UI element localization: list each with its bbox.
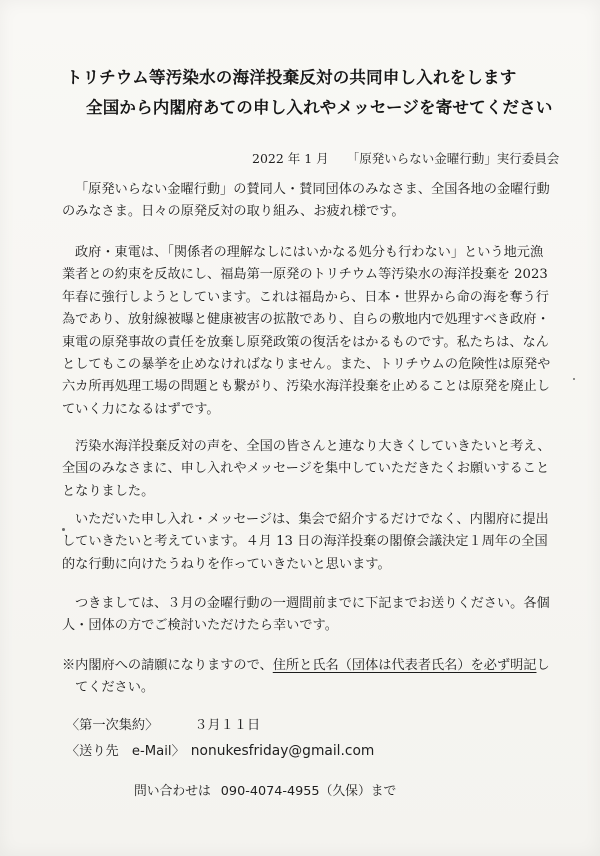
document-title-line2: 全国から内閣府あての申し入れやメッセージを寄せてください	[86, 98, 553, 117]
paragraph-line: いただいた申し入れ・メッセージは、集会で紹介するだけでなく、内閣府に提出	[75, 512, 549, 527]
paragraph-line: 六カ所再処理工場の問題とも繋がり、汚染水海洋投棄を止めることは原発を廃止し	[62, 379, 550, 395]
contact-label: 問い合わせは	[134, 784, 211, 799]
paragraph-line: 汚染水海洋投棄反対の声を、全国の皆さんと連なり大きくしていきたいと考え、	[75, 439, 551, 454]
paragraph-line: 東電の原発事故の責任を放棄し原発政策の復活をはかるものです。私たちは、なん	[62, 334, 549, 350]
email-address: nonukesfriday@gmail.com	[190, 743, 375, 759]
first-deadline-value: ３月１１日	[194, 718, 261, 733]
document-date: 2022 年 1 月	[252, 151, 329, 166]
note-line1	[62, 655, 550, 677]
paragraph-line: 年春に強行しようとしています。これは福島から、日本・世界から命の海を奪う行	[62, 289, 549, 305]
paragraph-line: ていく力になるはずです。	[62, 401, 220, 417]
paragraph-line: 政府・東電は、「関係者の理解なしにはいかなる処分も行わない」という地元漁	[75, 245, 544, 260]
first-deadline-label: 〈第一次集約〉	[66, 718, 159, 733]
send-to-label: 〈送り先 e-Mail〉	[66, 744, 185, 759]
note-underlined: 住所と氏名（団体は代表者氏名）を必ず明記	[272, 658, 537, 673]
paragraph-request	[62, 436, 551, 503]
note-suffix: し	[536, 658, 550, 673]
paragraph-greeting	[62, 179, 550, 224]
paragraph-deadline	[62, 593, 550, 638]
send-to-row	[66, 740, 374, 759]
scan-speck	[573, 378, 575, 380]
scan-speck	[62, 528, 65, 531]
paragraph-line: 業者との約束を反故にし、福島第一原発のトリチウム等汚染水の海洋投棄を 2023	[62, 267, 548, 283]
document-date-and-author	[252, 149, 559, 167]
note-paragraph	[62, 655, 550, 700]
contact-row	[134, 780, 396, 799]
paragraph-line: 「原発いらない金曜行動」の賛同人・賛同団体のみなさま、全国各地の金曜行動	[75, 182, 550, 197]
paragraph-line: していきたいと考えています。４月 13 日の海洋投棄の閣僚会議決定１周年の全国	[62, 534, 548, 550]
paragraph-line: となりました。	[62, 483, 155, 499]
paragraph-line: 的な行動に向けたうねりを作っていきたいと思います。	[62, 556, 391, 572]
paragraph-submission	[62, 509, 549, 576]
paragraph-line: としてもこの暴挙を止めなければなりません。また、トリチウムの危険性は原発や	[62, 356, 551, 372]
paragraph-line: 全国のみなさまに、申し入れやメッセージを集中していただきたくお願いすること	[62, 461, 550, 477]
first-deadline-row	[66, 714, 260, 733]
paragraph-line: つきましては、３月の金曜行動の一週間前までに下記までお送りください。各個	[75, 596, 550, 611]
paragraph-line: のみなさま。日々の原発反対の取り組み、お疲れ様です。	[62, 204, 405, 220]
paragraph-line: 人・団体の方でご検討いただけたら幸いです。	[62, 618, 338, 634]
paragraph-background	[62, 242, 550, 421]
contact-phone: 090-4074-4955（久保）まで	[220, 784, 397, 799]
note-line2: てください。	[75, 680, 155, 696]
note-prefix: ※内閣府への請願になりますので、	[62, 658, 273, 673]
paragraph-line: 為であり、放射線被曝と健康被害の拡散であり、自らの敷地内で処理すべき政府・	[62, 312, 550, 328]
document-organization: 「原発いらない金曜行動」実行委員会	[346, 151, 560, 166]
document-title-line1: トリチウム等汚染水の海洋投棄反対の共同申し入れをします	[66, 68, 517, 87]
